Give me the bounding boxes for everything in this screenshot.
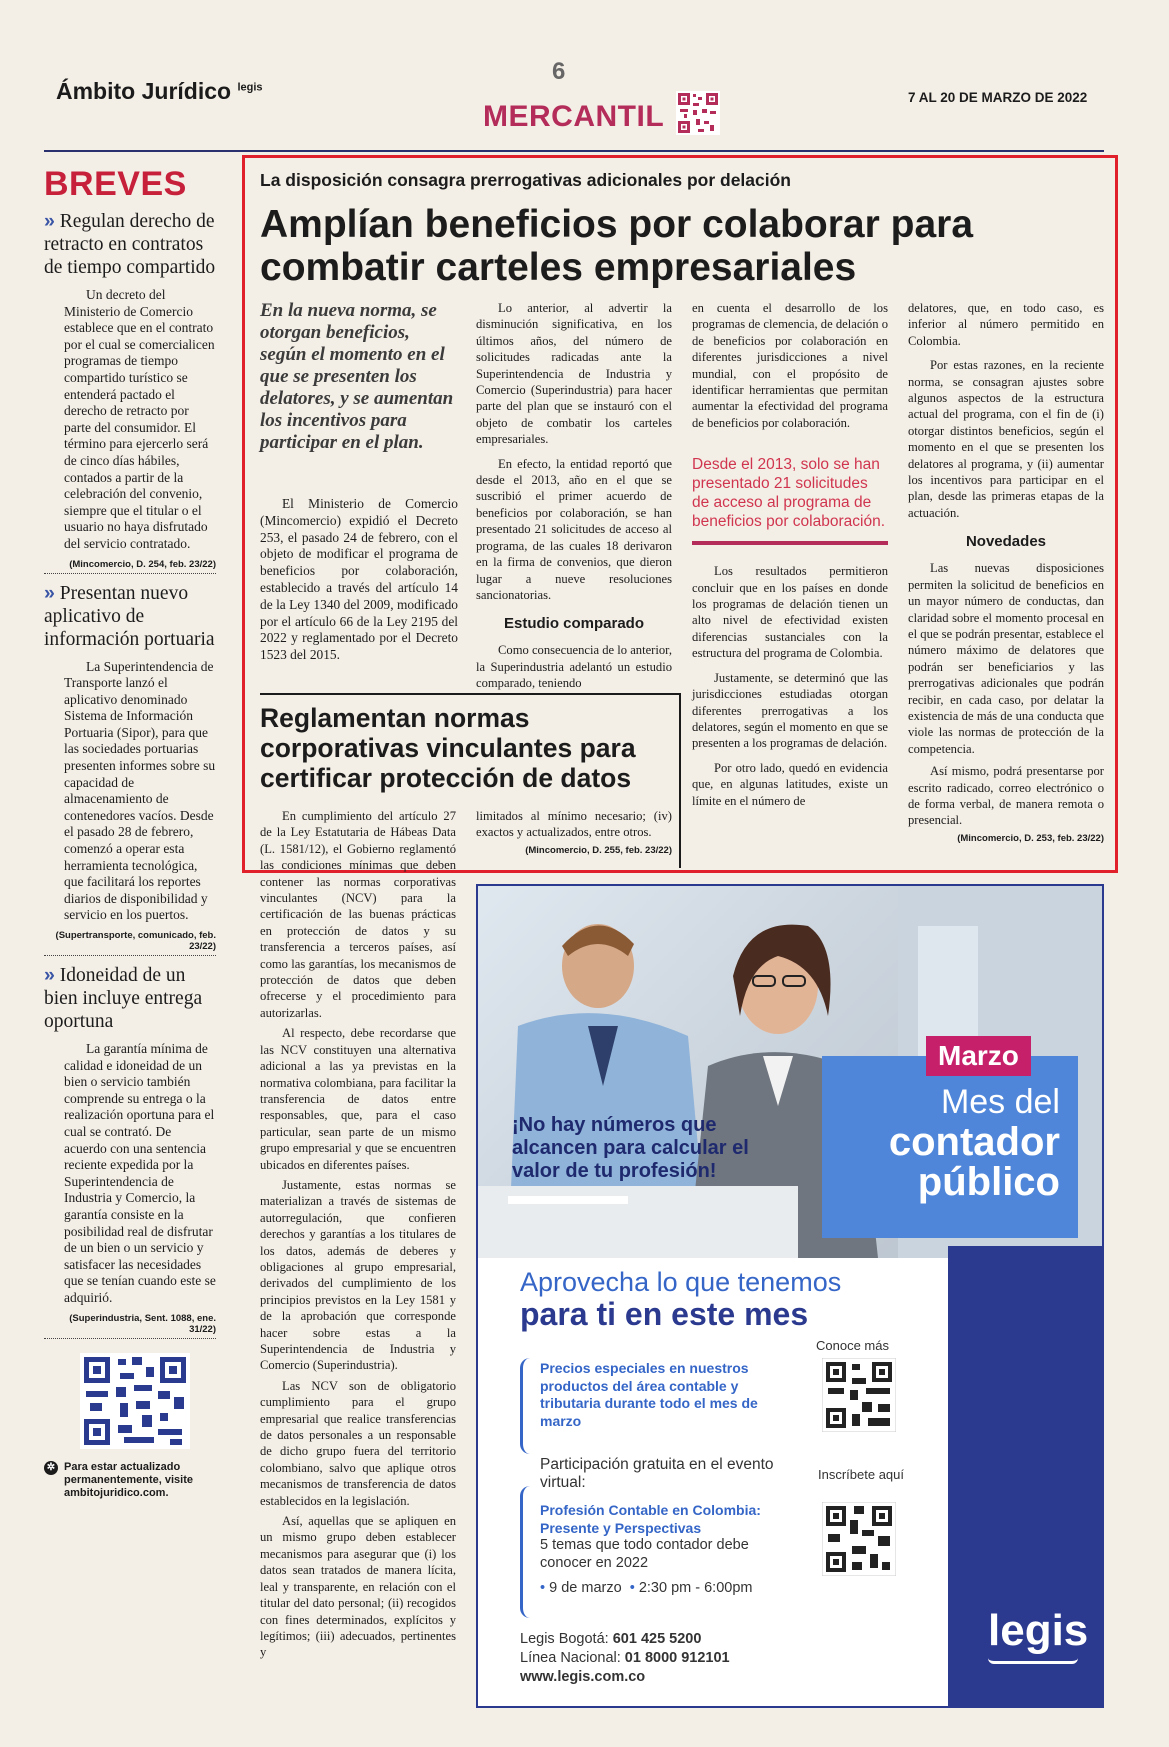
header-rule [44, 150, 1104, 152]
ad-event [540, 1456, 780, 1596]
article-paragraph: Las NCV son de obligatorio cumplimiento para el grupo empresarial que realice transferencias de datos personales a un responsable de dicho grupo fuera del territorio colombiano, salvo que aplique otros mecanismos de transferencia de datos establecidos en la legislación. [260, 1378, 456, 1508]
article-column-3 [692, 300, 888, 809]
ad-qr-code-2[interactable] [822, 1502, 896, 1576]
article-paragraph: En efecto, la entidad reportó que desde el 2013, año en el que se suscribió el primer acuerdo de beneficios por colaboración, se han presentado 21 solicitudes de acceso al programa, de las cuales 18 derivaron en la firma de convenios, que dieron lugar a nueve resoluciones sancionatorias. [476, 456, 672, 602]
double-chevron-icon: » [44, 964, 55, 986]
breve-item [44, 582, 216, 957]
article-paragraph: Así, aquellas que se apliquen en un mismo grupo deben establecer mecanismos para asegurar que (i) los datos sean tratados de manera lícita, leal y transparente, en relación con el titular del dato personal; (ii) recogidos con fines determinados, explícitos y legítimos; (iii) adecuados, pertinentes y [260, 1514, 456, 1660]
ad-badge-line: Mes del [940, 1083, 1060, 1121]
ad-badge-text [838, 1082, 1060, 1202]
ad-badge-line: contador [888, 1120, 1060, 1164]
book-icon [988, 1658, 1078, 1664]
ad-phone-bogota[interactable]: Legis Bogotá: 601 425 5200 [520, 1631, 702, 1647]
ad-event-desc: 5 temas que todo contador debe conocer en 2022 [540, 1537, 749, 1571]
ad-event-schedule [540, 1580, 780, 1596]
article-subhead: Novedades [965, 533, 1047, 551]
ad-inscribete: Inscríbete aquí [818, 1467, 904, 1482]
article-subhead: Estudio comparado [503, 615, 645, 633]
article-paragraph: Como consecuencia de lo anterior, la Superindustria adelantó un estudio comparado, teniendo [476, 643, 672, 691]
breve-body: Un decreto del Ministerio de Comercio establece que en el contrato por el cual se comercialicen programas de tiempo compartido turístico se entenderá pactado el derecho de retracto por parte del consumidor. El término para ejercerlo será de cinco días hábiles, contados a partir de la celebración del convenio, siempre que el titular o el usuario no haya disfrutado del servicio contratado. [64, 287, 215, 551]
ad-offer-line: para ti en este mes [520, 1296, 809, 1332]
article-headline: Amplían beneficios por colaborar para combatir carteles empresariales [260, 203, 974, 289]
second-article-rule-vertical [679, 693, 681, 868]
bracket-decoration [520, 1358, 530, 1454]
qr-caption: ✲ Para estar actualizado permanentemente, visite ambitojuridico.com. [44, 1461, 216, 1500]
double-chevron-icon: » [44, 581, 55, 604]
ad-headline: ¡No hay números que alcancen para calcular el valor de tu profesión! [512, 1114, 749, 1182]
article-paragraph: limitados al mínimo necesario; (iv) exactos y actualizados, entre otros. [476, 809, 672, 840]
ad-event-title: Profesión Contable en Colombia: Presente y Perspectivas [540, 1502, 761, 1536]
ad-offer-line: Aprovecha lo que tenemos [520, 1267, 842, 1297]
publisher-mark: legis [237, 81, 263, 94]
ad-badge-month: Marzo [926, 1036, 1031, 1076]
article-paragraph: El Ministerio de Comercio (Mincomercio) expidió el Decreto 253, el pasado 24 de febrero, con el objeto de modificar el programa de beneficios por colaboración, establecido a través del artículo 14 de la Ley 1340 del 2009, modificado por el artículo 66 de la Ley 2195 del 2022 y reglamentado por el Decreto 1523 del 2015. [260, 496, 458, 663]
publication-name [56, 78, 263, 105]
issue-date: 7 AL 20 DE MARZO DE 2022 [908, 90, 1088, 105]
section-title: MERCANTIL [483, 100, 665, 133]
article-source: (Mincomercio, D. 255, feb. 23/22) [525, 844, 672, 856]
article-paragraph: Los resultados permitieron concluir que en los países en donde los programas de delación tienen un alto nivel de efectividad existen diferencias sustanciales con la estructura del programa de Colombia. [692, 564, 888, 661]
breve-divider [44, 955, 216, 956]
article-paragraph: Por otro lado, quedó en evidencia que, en algunas latitudes, existe un límite en el número de [692, 760, 888, 808]
page-number: 6 [552, 58, 566, 85]
article-column-2 [476, 300, 672, 692]
second-article-rule [260, 693, 680, 695]
ad-contact [520, 1630, 730, 1687]
article-kicker: La disposición consagra prerrogativas adicionales por delación [260, 170, 791, 190]
breve-body: La Superintendencia de Transporte lanzó el aplicativo denominado Sistema de Información Portuaria (Sipor), para que las sociedades portuarias presenten informes sobre su capacidad de almacenamiento de contenedores vacíos. Desde el pasado 28 de febrero, comenzó a operar esta herramienta tecnológica, que facilitará los reportes diarios de disponibilidad y servicio en los puertos. [64, 658, 216, 923]
ad-brand-logo: legis [988, 1606, 1089, 1655]
article-paragraph: Las nuevas disposiciones permiten la solicitud de beneficios en un mayor número de conductas, dan claridad sobre el momento procesal en el que se podrán presentar, establece el número máximo de delatores que podrán ser beneficiarios y las prerrogativas adicionales que podrán recibir, en cada caso, por delatar la existencia de más de una conducta que viole las normas de protección de la competencia. [908, 561, 1104, 756]
article-source: (Mincomercio, D. 253, feb. 23/22) [957, 832, 1104, 844]
ad-offer-title [520, 1266, 841, 1330]
article-paragraph: Por estas razones, en la reciente norma, se consagran ajustes sobre algunos aspectos de la estructura actual del programa, con el fin de (i) otorgar distintos beneficios, según el momento en el que se presenten los delatores al programa, y (ii) aumentar los incentivos para participar en el plan, desde las primeras etapas de la actuación. [908, 358, 1104, 520]
article-paragraph: En cumplimiento del artículo 27 de la Ley Estatutaria de Hábeas Data (L. 1581/12), el Gobierno reglamentó las condiciones mínimas que deben contener las normas corporativas vinculantes (NCV) para la certificación de las buenas prácticas en protección de datos y su transferencia a terceros países, así como las garantías, los mecanismos de protección de datos que deben ofrecerse y el procedimiento para autorizarlas. [260, 809, 456, 1020]
article-paragraph: Justamente, se determinó que las jurisdicciones estudiadas otorgan diferentes prerrogativas a los delatores, según el momento en que se presenten a los programas de delación. [692, 670, 888, 751]
article-paragraph: delatores, que, en todo caso, es inferior al número permitido en Colombia. [908, 301, 1104, 348]
article-column-4 [908, 300, 1104, 844]
breve-headline: » Presentan nuevo aplicativo de información portuaria [44, 581, 215, 650]
breve-headline: » Regulan derecho de retracto en contratos de tiempo compartido [44, 210, 216, 278]
breve-body: La garantía mínima de calidad e idoneidad de un bien o servicio también comprende su entrega o la realización oportuna para el cual se contrató. De acuerdo con una sentencia reciente expedida por la Superintendencia de Industria y Comercio, la garantía consiste en la posibilidad real de disfrutar de un bien o un servicio y satisfacer las necesidades que se tenían cuando este se adquirió. [64, 1041, 216, 1305]
ad-event-date: 9 de marzo [549, 1580, 622, 1596]
website-qr-code[interactable] [80, 1353, 190, 1449]
breves-sidebar [44, 165, 216, 1500]
breves-title: BREVES [44, 165, 187, 203]
ad-benefit: Precios especiales en nuestros productos del área contable y tributaria durante todo el mes de marzo [540, 1360, 758, 1429]
breve-source: (Supertransporte, comunicado, feb. 23/22) [55, 930, 216, 952]
article-paragraph: Así mismo, podrá presentarse por escrito radicado, correo electrónico o de forma verbal, de manera remota o presencial. [908, 764, 1104, 828]
bullet-icon: • [629, 1580, 635, 1596]
breve-source: (Superindustria, Sent. 1088, ene. 31/22) [69, 1312, 216, 1335]
article-paragraph: Justamente, estas normas se materializan a través de sistemas de autorregulación, que confieren derechos y garantías a los titulares de los datos, además de deberes y obligaciones al grupo empresarial, derivados del cumplimiento de los principios previstos en la Ley 1581 y de la aprobación que corresponde hacer sobre estas a la Superintendencia de Industria y Comercio (Superindustria). [260, 1177, 456, 1373]
bullet-icon: • [540, 1580, 546, 1596]
second-article-column-2 [476, 808, 672, 856]
ad-website-link[interactable]: www.legis.com.co [520, 1669, 646, 1685]
gear-icon: ✲ [44, 1461, 58, 1475]
double-chevron-icon: » [44, 210, 55, 232]
pullquote: Desde el 2013, solo se han presentado 21 solicitudes de acceso al programa de beneficios por colaboración. [692, 455, 888, 545]
breve-source: (Mincomercio, D. 254, feb. 23/22) [69, 558, 216, 570]
ad-event-intro: Participación gratuita en el evento virtual: [540, 1456, 774, 1491]
breve-item [44, 210, 216, 574]
section-qr-code[interactable] [676, 91, 720, 135]
article-paragraph: en cuenta el desarrollo de los programas de clemencia, de delación o de beneficios por colaboración en diferentes jurisdicciones a nivel mundial, con el propósito de identificar herramientas que permitan aumentar la efectividad del programa de beneficios por colaboración. [692, 301, 888, 430]
breve-divider [44, 1338, 216, 1339]
second-article-headline: Reglamentan normas corporativas vinculantes para certificar protección de datos [260, 703, 636, 793]
ad-badge-line: público [917, 1160, 1060, 1204]
ad-conoce-mas: Conoce más [816, 1338, 889, 1353]
breve-item [44, 964, 216, 1339]
article-column-1 [260, 300, 458, 664]
advertisement[interactable] [476, 884, 1104, 1708]
ad-qr-code-1[interactable] [822, 1358, 896, 1432]
article-lead: En la nueva norma, se otorgan beneficios, según el momento en el que se presenten los delatores, y se aumentan los incentivos para participar en el plan. [260, 300, 454, 453]
article-paragraph: Lo anterior, al advertir la disminución significativa, en los últimos años, del número de solicitudes radicadas ante la Superintendencia de Industria y Comercio (Superindustria) para hacer parte del plan que se instauró con el objeto de combatir los carteles empresariales. [476, 301, 672, 447]
ad-event-time: 2:30 pm - 6:00pm [638, 1580, 753, 1596]
breve-divider [44, 573, 216, 574]
breve-headline: » Idoneidad de un bien incluye entrega oportuna [44, 964, 203, 1032]
ad-phone-national[interactable]: Línea Nacional: 01 8000 912101 [520, 1650, 730, 1666]
second-article-column-1 [260, 808, 456, 1661]
article-paragraph: Al respecto, debe recordarse que las NCV constituyen una alternativa adicional a las ya previstas en la normativa colombiana, para facilitar la transferencia de datos entre responsables, que, para el caso particular, sean parte de un mismo grupo empresarial y que se encuentren ubicados en diferentes países. [260, 1026, 456, 1172]
bracket-decoration [520, 1486, 530, 1618]
publication-title: Ámbito Jurídico [56, 78, 232, 104]
